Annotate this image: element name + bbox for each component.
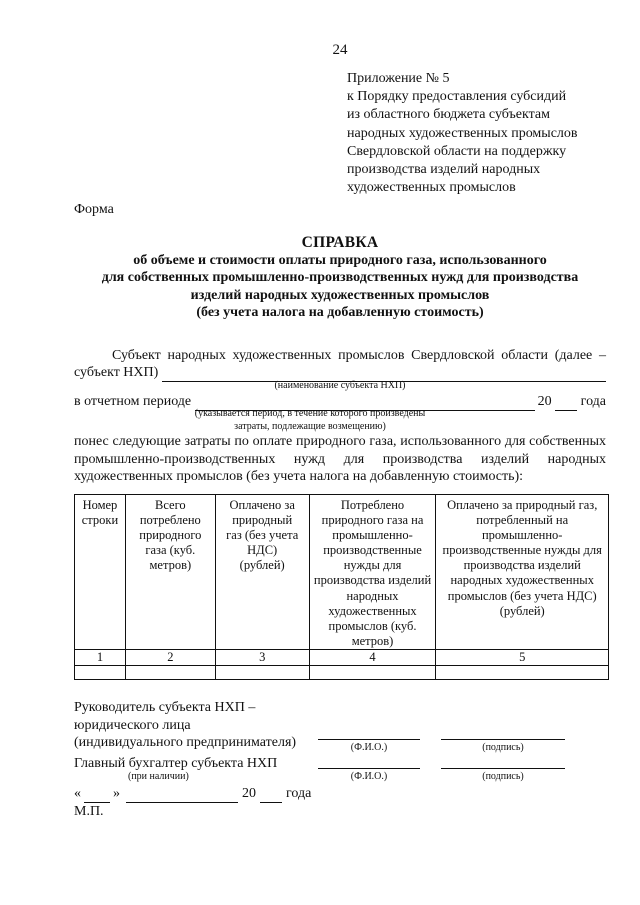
header-cell: Номер строки bbox=[75, 495, 126, 650]
column-number: 2 bbox=[125, 649, 215, 665]
title-main: СПРАВКА bbox=[301, 234, 379, 251]
stamp-label: М.П. bbox=[74, 804, 104, 819]
hint-period: (указывается период, в течение которого произведены затраты, подлежащие возмещению) bbox=[194, 408, 426, 432]
table-row bbox=[75, 666, 609, 680]
date-day-field[interactable] bbox=[84, 789, 110, 803]
column-number: 5 bbox=[436, 649, 609, 665]
appendix-line: Приложение № 5 bbox=[347, 71, 450, 86]
appendix-line: Свердловской области на поддержку bbox=[347, 143, 567, 159]
head-signatory: Руководитель субъекта НХП – юридического лица (индивидуального предпринимателя) bbox=[74, 700, 297, 750]
title-line: (без учета налога на добавленную стоимость) bbox=[196, 305, 484, 320]
table-cell[interactable] bbox=[309, 666, 436, 680]
period-year: 20 bbox=[537, 394, 552, 409]
head-fio-line[interactable] bbox=[318, 738, 420, 740]
document-title bbox=[60, 234, 620, 322]
report-table bbox=[74, 494, 609, 680]
column-number: 4 bbox=[309, 649, 436, 665]
table-cell[interactable] bbox=[125, 666, 215, 680]
accountant-sign-label: (подпись) bbox=[482, 771, 524, 782]
subject-label: субъект НХП) bbox=[74, 365, 159, 380]
column-number: 1 bbox=[75, 649, 126, 665]
table-cell[interactable] bbox=[436, 666, 609, 680]
appendix-line: к Порядку предоставления субсидий bbox=[347, 89, 567, 105]
date-row bbox=[74, 785, 311, 803]
period-year-field[interactable] bbox=[555, 397, 577, 411]
head-signature-line[interactable] bbox=[441, 738, 565, 740]
period-suffix: года bbox=[580, 394, 606, 409]
page-number: 24 bbox=[332, 42, 348, 58]
header-cell: Оплачено за природный газ (без учета НДС) (рублей) bbox=[215, 495, 309, 650]
form-label: Форма bbox=[74, 202, 114, 217]
table-cell[interactable] bbox=[75, 666, 126, 680]
accountant-fio-label: (Ф.И.О.) bbox=[350, 771, 388, 782]
appendix-block bbox=[347, 70, 578, 197]
header-cell: Всего потреблено природного газа (куб. метров) bbox=[125, 495, 215, 650]
costs-paragraph: понес следующие затраты по оплате природного газа, использованного для собственных промышленно-производственных нужд для производства изделий народных художественных промыслов (без учета налога на добавленную стоимость): bbox=[74, 434, 606, 484]
appendix-line: производства изделий народных bbox=[347, 162, 541, 178]
date-year: 20 bbox=[242, 786, 256, 801]
header-cell: Потреблено природного газа на промышленно-производственные нужды для производства изделий народных художественных промыслов (куб. метров) bbox=[309, 495, 436, 650]
head-fio-label: (Ф.И.О.) bbox=[350, 742, 388, 753]
title-line: изделий народных художественных промыслов bbox=[190, 287, 490, 303]
subject-name-row bbox=[74, 364, 606, 382]
period-label: в отчетном периоде bbox=[74, 394, 192, 409]
appendix-line: художественных промыслов bbox=[347, 180, 516, 196]
title-line: для собственных промышленно-производственных нужд для производства bbox=[101, 270, 579, 285]
hint-subject-name: (наименование субъекта НХП) bbox=[274, 380, 406, 391]
header-cell: Оплачено за природный газ, потребленный на промышленно-производственные нужды для производства изделий народных художественных промыслов (без учета НДС) (рублей) bbox=[436, 495, 609, 650]
accountant-signature-line[interactable] bbox=[441, 767, 565, 769]
appendix-line: из областного бюджета субъектам bbox=[347, 107, 550, 123]
accountant-fio-line[interactable] bbox=[318, 767, 420, 769]
date-year-field[interactable] bbox=[260, 789, 282, 803]
accountant-if-available: (при наличии) bbox=[128, 771, 189, 782]
head-sign-label: (подпись) bbox=[482, 742, 524, 753]
table-row bbox=[75, 649, 609, 665]
date-suffix: года bbox=[286, 786, 312, 801]
table-cell[interactable] bbox=[215, 666, 309, 680]
intro-line-1: Субъект народных художественных промыслов Свердловской области (далее – bbox=[112, 348, 606, 363]
title-line: об объеме и стоимости оплаты природного газа, использованного bbox=[133, 252, 547, 268]
date-month-field[interactable] bbox=[126, 789, 238, 803]
appendix-line: народных художественных промыслов bbox=[347, 125, 578, 141]
date-open-quote: « bbox=[74, 786, 81, 801]
table-header-row bbox=[75, 495, 609, 650]
accountant-label: Главный бухгалтер субъекта НХП bbox=[74, 756, 278, 771]
column-number: 3 bbox=[215, 649, 309, 665]
date-close-quote: » bbox=[113, 786, 120, 801]
